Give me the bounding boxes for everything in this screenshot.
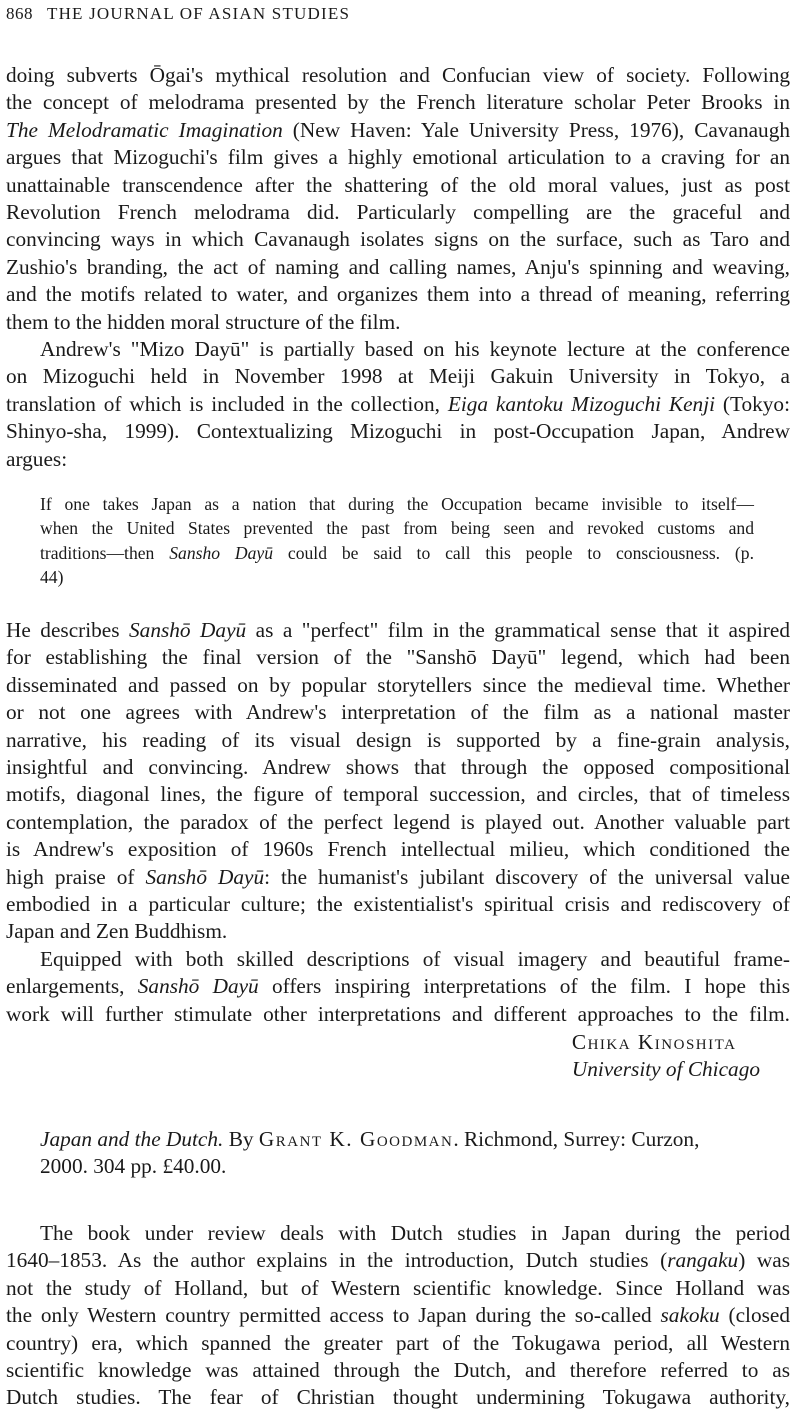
block-quote <box>40 492 754 590</box>
text-line: and the motifs related to water, and organizes them into a thread of meaning, referring <box>6 282 790 307</box>
text-line: contemplation, the paradox of the perfect legend is played out. Another valuable part <box>6 809 790 834</box>
text-line: high praise of Sanshō Dayū: the humanist's jubilant discovery of the universal value <box>6 864 791 889</box>
quote-line: when the United States prevented the past from being seen and revoked customs and <box>40 518 754 539</box>
text-line: is Andrew's exposition of 1960s French intellectual milieu, which conditioned the <box>6 837 790 862</box>
book-title-eiga-kantoku: Eiga kantoku Mizoguchi Kenji <box>447 391 716 416</box>
text-line: the concept of melodrama presented by the French literature scholar Peter Brooks in <box>6 90 790 115</box>
text-line: unattainable transcendence after the shattering of the old moral values, just as post <box>6 172 790 197</box>
text-line: The book under review deals with Dutch studies in Japan during the period <box>40 1221 790 1245</box>
review1-paragraph-4 <box>6 946 790 1028</box>
text-line: insightful and convincing. Andrew shows that through the opposed compositional <box>6 755 790 780</box>
text-line: He describes Sanshō Dayū as a "perfect" film in the grammatical sense that it aspired <box>6 618 790 642</box>
text-line: not the study of Holland, but of Western scientific knowledge. Since Holland was <box>6 1275 790 1300</box>
text-line: on Mizoguchi held in November 1998 at Meiji Gakuin University in Tokyo, a <box>6 364 790 389</box>
text-line: the only Western country permitted access to Japan during the so-called sakoku (closed <box>6 1303 790 1328</box>
text-line: The Melodramatic Imagination (New Haven: Yale University Press, 1976), Cavanaugh <box>6 117 791 142</box>
text-line: them to the hidden moral structure of the film. <box>6 309 401 334</box>
book-title: Japan and the Dutch. <box>40 1127 224 1151</box>
text-line: argues that Mizoguchi's film gives a highly emotional articulation to a craving for an <box>6 145 790 170</box>
publication-details: 2000. 304 pp. £40.00. <box>40 1154 227 1179</box>
text-line: Revolution French melodrama did. Particularly compelling are the graceful and <box>6 200 790 225</box>
text-line: doing subverts Ōgai's mythical resolution and Confucian view of society. Following <box>6 63 790 87</box>
text-line: embodied in a particular culture; the existentialist's spiritual crisis and rediscovery of <box>6 892 790 917</box>
film-title-sansho-dayu: Sanshō Dayū <box>137 974 259 999</box>
text-line: enlargements, Sanshō Dayū offers inspiring interpretations of the film. I hope this <box>6 974 791 999</box>
journal-title: THE JOURNAL OF ASIAN STUDIES <box>47 4 351 23</box>
text-line: Dutch studies. The fear of Christian thought undermining Tokugawa authority, <box>6 1385 790 1410</box>
review2-citation: Japan and the Dutch. By Grant K. Goodman. Richmond, Surrey: Curzon, 2000. 304 pp. £40.00. <box>40 1126 780 1181</box>
text-line: Andrew's "Mizo Dayū" is partially based on his keynote lecture at the conference <box>40 337 790 361</box>
quote-line: If one takes Japan as a nation that during the Occupation became invisible to itself— <box>40 494 754 514</box>
review1-paragraph-3 <box>6 617 790 946</box>
quote-line: 44) <box>40 567 64 588</box>
term-rangaku: rangaku <box>667 1248 739 1273</box>
text-line: disseminated and passed on by popular storytellers since the medieval time. Whether <box>6 672 790 697</box>
text-line: narrative, his reading of its visual design is supported by a fine-grain analysis, <box>6 727 790 752</box>
text-line: convincing ways in which Cavanaugh isolates signs on the surface, such as Taro and <box>6 227 790 252</box>
film-title-sansho-dayu: Sanshō Dayū <box>145 864 265 889</box>
text-line: country) era, which spanned the greater part of the Tokugawa period, all Western <box>6 1330 790 1355</box>
review1-paragraph-1 <box>6 62 790 336</box>
text-line: Japan and Zen Buddhism. <box>6 919 228 944</box>
text-line: motifs, diagonal lines, the figure of temporal succession, and circles, that of timeless <box>6 782 790 807</box>
text-line: Equipped with both skilled descriptions of visual imagery and beautiful frame- <box>40 947 790 971</box>
reviewer-signature <box>572 1029 760 1084</box>
text-line: argues: <box>6 446 68 471</box>
running-head <box>6 0 350 28</box>
reviewer-affiliation: University of Chicago <box>571 1057 760 1082</box>
term-sakoku: sakoku <box>660 1303 720 1328</box>
review1-paragraph-2 <box>6 336 790 473</box>
page-number: 868 <box>6 4 33 23</box>
text-line: for establishing the final version of the "Sanshō Dayū" legend, which had been <box>6 645 790 670</box>
film-title-sansho-dayu: Sanshō Dayū <box>129 618 247 642</box>
text-line: translation of which is included in the collection, Eiga kantoku Mizoguchi Kenji (Tokyo: <box>6 391 790 416</box>
publication-info: . Richmond, Surrey: Curzon, <box>453 1127 700 1151</box>
film-title-sansho-dayu: Sansho Dayū <box>169 542 274 563</box>
reviewer-name: Chika Kinoshita <box>571 1030 737 1054</box>
text-line: 1640–1853. As the author explains in the introduction, Dutch studies (rangaku) was <box>6 1248 790 1273</box>
quote-line: traditions—then Sansho Dayū could be said to call this people to consciousness. (p. <box>40 542 754 563</box>
text-line: work will further stimulate other interpretations and different approaches to the film. <box>6 1001 790 1026</box>
text-line: scientific knowledge was attained through the Dutch, and therefore referred to as <box>6 1358 790 1383</box>
book-author: Grant K. Goodman <box>258 1127 454 1151</box>
text-line: Zushio's branding, the act of naming and calling names, Anju's spinning and weaving, <box>6 254 790 279</box>
text-line: or not one agrees with Andrew's interpretation of the film as a national master <box>6 700 790 725</box>
review2-paragraph-1 <box>6 1220 790 1412</box>
book-title-melodramatic-imagination: The Melodramatic Imagination <box>6 117 283 142</box>
text-line: Shinyo-sha, 1999). Contextualizing Mizoguchi in post-Occupation Japan, Andrew <box>6 419 790 444</box>
